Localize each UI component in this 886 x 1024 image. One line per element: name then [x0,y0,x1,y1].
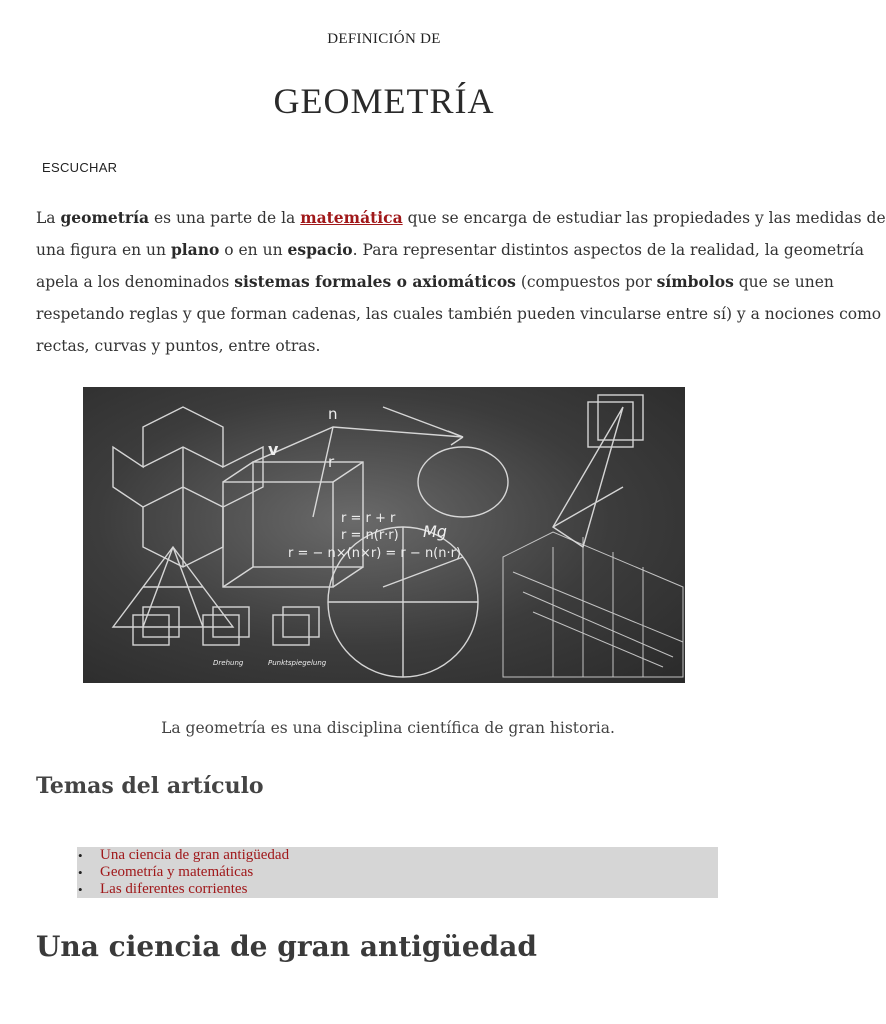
toc-heading: Temas del artículo [36,773,264,799]
image-caption: La geometría es una disciplina científica de gran historia. [161,719,615,737]
toc-item [77,864,718,881]
hero-formula-2: r = n(r·r) [341,528,399,543]
toc-item [77,847,718,864]
toc-link[interactable]: Las diferentes corrientes [100,881,248,897]
hero-drehung: Drehung [213,659,244,667]
hero-r: r [328,453,335,471]
bullet-icon: • [78,865,83,880]
geometry-chalkboard-image [83,387,685,683]
term-sistemas-formales: sistemas formales o axiomáticos [234,272,516,291]
bullet-icon: • [78,848,83,863]
bullet-icon: • [78,882,83,897]
hero-formula-1: r = r + r [341,511,396,526]
section-heading: Una ciencia de gran antigüedad [36,930,537,963]
hero-mg: Mg [423,522,447,541]
definition-eyebrow: DEFINICIÓN DE [327,31,441,47]
hero-n: n [328,405,338,423]
hero-v: v [268,440,279,459]
intro-paragraph: La geometría es una parte de la matemática que se encarga de estudiar las propiedades y las medidas de una figura en un plano o en un espacio. Para representar distintos aspectos de la realidad, la geometría apela a los denominados sistemas formales o axiomáticos (compuestos por símbolos que se unen respetando reglas y que forman cadenas, las cuales también pueden vincularse entre sí) y a nociones como rectas, curvas y puntos, entre otras. [36,208,886,355]
link-matematica[interactable]: matemática [300,208,403,227]
toc-link[interactable]: Geometría y matemáticas [100,864,254,880]
listen-button[interactable]: ESCUCHAR [42,160,118,175]
hero-punktspiegelung: Punktspiegelung [268,659,327,667]
hero-formula-3: r = − n×(n×r) = r − n(n·r) [288,546,462,561]
term-espacio: espacio [287,240,353,259]
page-title: GEOMETRÍA [273,81,495,121]
term-simbolos: símbolos [656,272,734,291]
term-plano: plano [170,240,220,259]
table-of-contents [77,847,718,898]
toc-item [77,881,718,898]
toc-link[interactable]: Una ciencia de gran antigüedad [100,847,290,863]
term-geometria: geometría [60,208,150,227]
